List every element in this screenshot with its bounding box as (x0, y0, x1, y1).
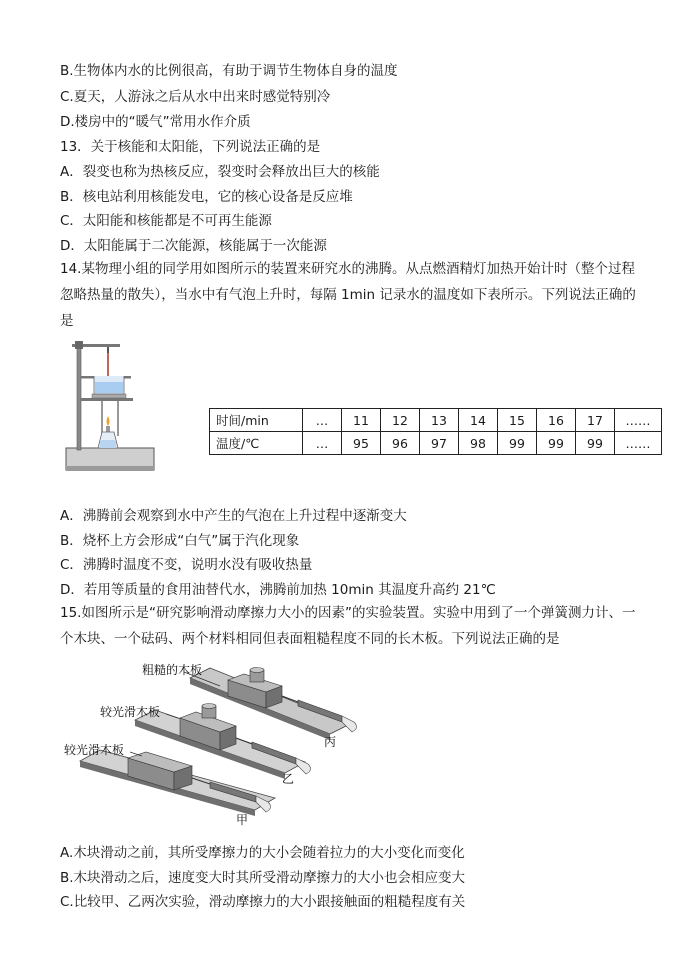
table-cell: …… (615, 409, 662, 432)
question-13-stem: 13．关于核能和太阳能，下列说法正确的是 (60, 139, 321, 155)
table-cell: 99 (537, 432, 576, 455)
table-cell: 16 (537, 409, 576, 432)
label-smooth-board-1: 较光滑木板 (100, 705, 161, 719)
table-row (210, 432, 662, 455)
table-cell: … (303, 432, 342, 455)
table-cell: 95 (342, 432, 381, 455)
label-yi: 乙 (282, 772, 295, 786)
table-cell: 98 (459, 432, 498, 455)
label-jia: 甲 (236, 813, 249, 827)
q14-option-c: C．沸腾时温度不变，说明水没有吸收热量 (60, 557, 313, 573)
q13-option-d: D．太阳能属于二次能源，核能属于一次能源 (60, 238, 327, 254)
table-cell: 99 (498, 432, 537, 455)
option-line: D.楼房中的“暖气”常用水作介质 (60, 114, 251, 130)
table-cell: 99 (576, 432, 615, 455)
boiling-apparatus-figure (62, 336, 160, 476)
question-15-stem: 15.如图所示是“研究影响滑动摩擦力大小的因素”的实验装置。实验中用到了一个弹簧测力计、一个木块、一个砝码、两个材料相同但表面粗糙程度不同的长木板。下列说法正确的是 (60, 605, 636, 647)
label-bing: 丙 (324, 735, 337, 749)
table-cell: … (303, 409, 342, 432)
table-cell: 温度/℃ (210, 432, 303, 455)
table-row (210, 409, 662, 432)
table-cell: 时间/min (210, 409, 303, 432)
table-cell: 11 (342, 409, 381, 432)
q15-option-b: B.木块滑动之后，速度变大时其所受滑动摩擦力的大小也会相应变大 (60, 870, 466, 886)
table-cell: 17 (576, 409, 615, 432)
table-cell: 12 (381, 409, 420, 432)
friction-experiment-figure (60, 658, 400, 830)
label-smooth-board-2: 较光滑木板 (64, 743, 125, 757)
q14-option-b: B．烧杯上方会形成“白气”属于汽化现象 (60, 533, 300, 549)
q14-option-d: D．若用等质量的食用油替代水，沸腾前加热 10min 其温度升高约 21℃ (60, 582, 496, 598)
table-cell: 15 (498, 409, 537, 432)
table-cell: 97 (420, 432, 459, 455)
q15-option-c: C.比较甲、乙两次实验，滑动摩擦力的大小跟接触面的粗糙程度有关 (60, 894, 466, 910)
table-cell: …… (615, 432, 662, 455)
q14-option-a: A．沸腾前会观察到水中产生的气泡在上升过程中逐渐变大 (60, 508, 407, 524)
question-14-stem: 14.某物理小组的同学用如图所示的装置来研究水的沸腾。从点燃酒精灯加热开始计时（整个过程忽略热量的散失），当水中有气泡上升时，每隔 1min 记录水的温度如下表所示。下列说法正确的是 (60, 261, 636, 329)
q13-option-c: C．太阳能和核能都是不可再生能源 (60, 213, 272, 229)
table-cell: 14 (459, 409, 498, 432)
option-line: C.夏天，人游泳之后从水中出来时感觉特别冷 (60, 89, 331, 105)
table-cell: 96 (381, 432, 420, 455)
q15-option-a: A.木块滑动之前，其所受摩擦力的大小会随着拉力的大小变化而变化 (60, 845, 465, 861)
label-rough-board: 粗糙的木板 (142, 663, 203, 677)
temperature-table (209, 408, 662, 455)
q13-option-b: B．核电站利用核能发电，它的核心设备是反应堆 (60, 189, 353, 205)
option-line: B.生物体内水的比例很高，有助于调节生物体自身的温度 (60, 63, 398, 79)
q13-option-a: A．裂变也称为热核反应，裂变时会释放出巨大的核能 (60, 164, 380, 180)
table-cell: 13 (420, 409, 459, 432)
